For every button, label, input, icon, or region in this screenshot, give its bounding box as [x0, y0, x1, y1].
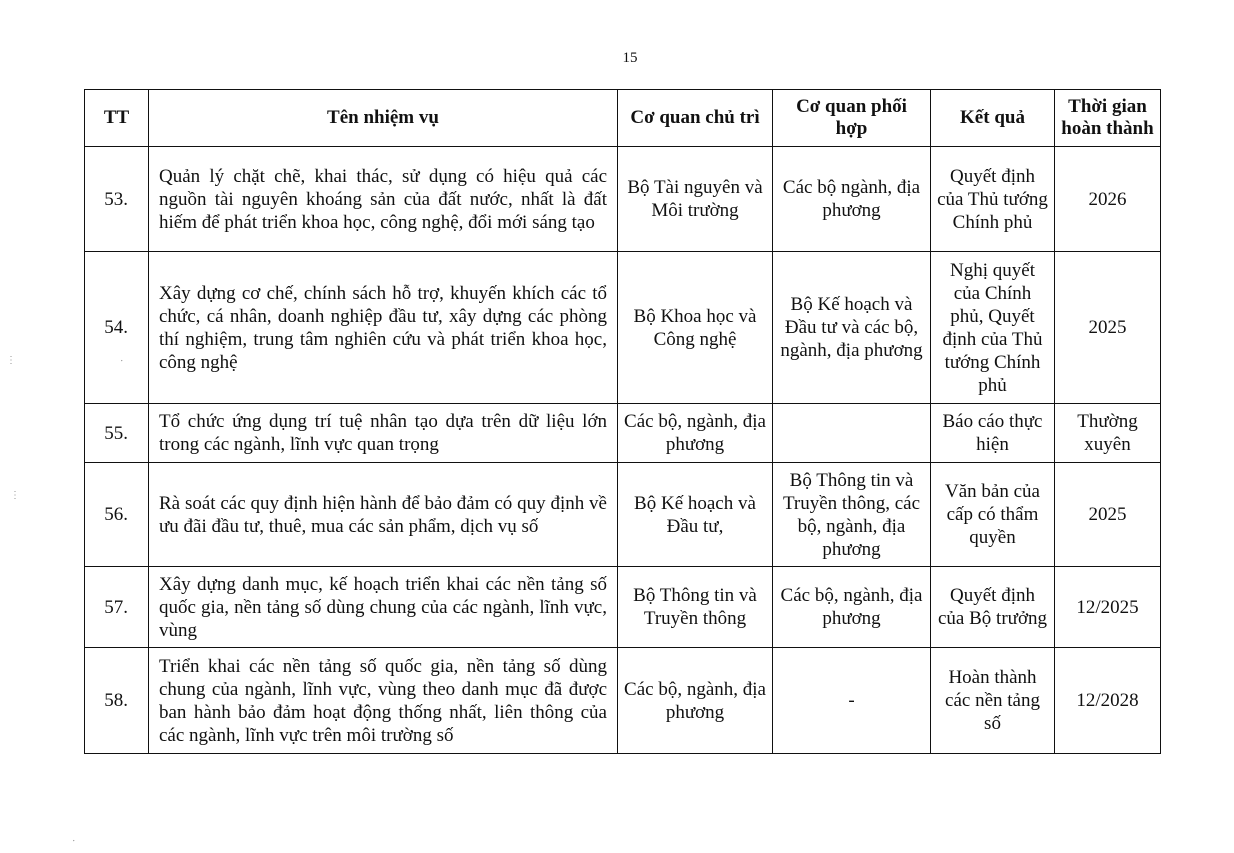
scan-speckle: ⋅ [120, 356, 124, 367]
result: Hoàn thành các nền tảng số [931, 648, 1055, 754]
lead-agency: Các bộ, ngành, địa phương [618, 404, 773, 463]
lead-agency: Bộ Thông tin và Truyền thông [618, 567, 773, 648]
header-task-name: Tên nhiệm vụ [149, 90, 618, 147]
coordinating-agency: - [773, 648, 931, 754]
scan-speckle: ⋮ [10, 490, 20, 501]
scan-speckle: ⋮ [6, 355, 16, 366]
header-deadline: Thời gian hoàn thành [1055, 90, 1161, 147]
row-number: 57. [85, 567, 149, 648]
task-name: Rà soát các quy định hiện hành để bảo đảm có quy định về ưu đãi đầu tư, thuê, mua các sản phẩm, dịch vụ số [149, 463, 618, 567]
result: Văn bản của cấp có thẩm quyền [931, 463, 1055, 567]
table-row [85, 648, 1161, 754]
task-table [84, 89, 1161, 754]
row-number: 56. [85, 463, 149, 567]
task-name: Xây dựng danh mục, kế hoạch triển khai các nền tảng số quốc gia, nền tảng số dùng chung của các ngành, lĩnh vực, vùng [149, 567, 618, 648]
deadline: Thường xuyên [1055, 404, 1161, 463]
header-tt: TT [85, 90, 149, 147]
table-row [85, 147, 1161, 252]
task-name: Tổ chức ứng dụng trí tuệ nhân tạo dựa trên dữ liệu lớn trong các ngành, lĩnh vực quan trọng [149, 404, 618, 463]
deadline: 2025 [1055, 252, 1161, 404]
deadline: 12/2025 [1055, 567, 1161, 648]
lead-agency: Các bộ, ngành, địa phương [618, 648, 773, 754]
coordinating-agency: Các bộ ngành, địa phương [773, 147, 931, 252]
task-name: Quản lý chặt chẽ, khai thác, sử dụng có hiệu quả các nguồn tài nguyên khoáng sản của đất nước, nhất là đất hiếm để phát triển khoa học, công nghệ, đổi mới sáng tạo [149, 147, 618, 252]
header-coordinating-agency: Cơ quan phối hợp [773, 90, 931, 147]
page-number: 15 [622, 50, 638, 66]
header-lead-agency: Cơ quan chủ trì [618, 90, 773, 147]
row-number: 54. [85, 252, 149, 404]
header-result: Kết quả [931, 90, 1055, 147]
coordinating-agency: Các bộ, ngành, địa phương [773, 567, 931, 648]
result: Quyết định của Bộ trưởng [931, 567, 1055, 648]
table-row [85, 252, 1161, 404]
deadline: 2026 [1055, 147, 1161, 252]
scan-speckle: ⋅ [72, 836, 76, 847]
row-number: 53. [85, 147, 149, 252]
lead-agency: Bộ Kế hoạch và Đầu tư, [618, 463, 773, 567]
lead-agency: Bộ Khoa học và Công nghệ [618, 252, 773, 404]
table-row [85, 463, 1161, 567]
table-row [85, 567, 1161, 648]
row-number: 58. [85, 648, 149, 754]
result: Nghị quyết của Chính phủ, Quyết định của Thủ tướng Chính phủ [931, 252, 1055, 404]
coordinating-agency: Bộ Kế hoạch và Đầu tư và các bộ, ngành, địa phương [773, 252, 931, 404]
coordinating-agency [773, 404, 931, 463]
result: Báo cáo thực hiện [931, 404, 1055, 463]
task-name: Xây dựng cơ chế, chính sách hỗ trợ, khuyến khích các tổ chức, cá nhân, doanh nghiệp đầu tư, xây dựng các phòng thí nghiệm, trung tâm nghiên cứu và phát triển khoa học, công nghệ [149, 252, 618, 404]
table-row [85, 404, 1161, 463]
deadline: 2025 [1055, 463, 1161, 567]
result: Quyết định của Thủ tướng Chính phủ [931, 147, 1055, 252]
table-header-row [85, 90, 1161, 147]
coordinating-agency: Bộ Thông tin và Truyền thông, các bộ, ngành, địa phương [773, 463, 931, 567]
task-name: Triển khai các nền tảng số quốc gia, nền tảng số dùng chung của ngành, lĩnh vực, vùng theo danh mục đã được ban hành bảo đảm hoạt động thống nhất, liên thông của các ngành, lĩnh vực trên môi trường số [149, 648, 618, 754]
row-number: 55. [85, 404, 149, 463]
deadline: 12/2028 [1055, 648, 1161, 754]
lead-agency: Bộ Tài nguyên và Môi trường [618, 147, 773, 252]
